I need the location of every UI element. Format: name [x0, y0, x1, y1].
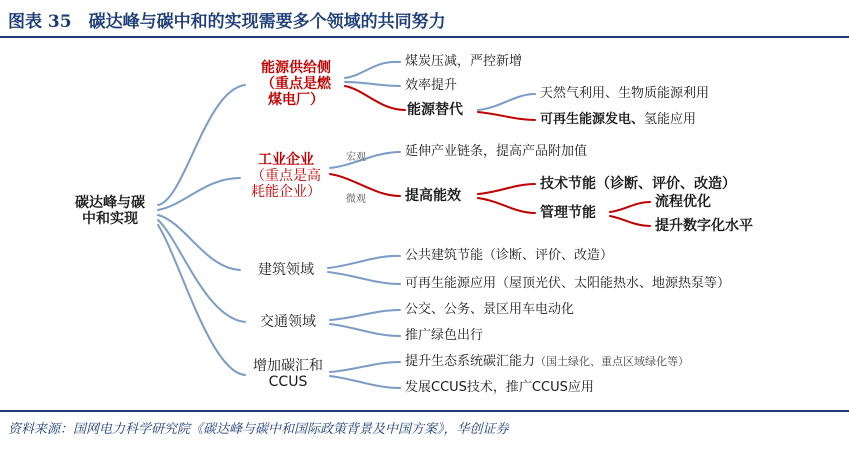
branch-industry-line2: （重点是高	[251, 168, 321, 184]
building-item-public: 公共建筑节能（诊断、评价、改造）	[405, 248, 614, 263]
replace-item-gas: 天然气利用、生物质能源利用	[540, 86, 710, 101]
branch-transport: 交通领域	[260, 314, 316, 330]
carbon-item-eco-text: 提升生态系统碳汇能力	[405, 354, 536, 369]
connector-root-energy	[158, 85, 245, 205]
connector-building-renewable	[328, 272, 400, 284]
branch-energy-line1: 能源供给侧	[261, 60, 331, 76]
connector-manage-flow	[610, 202, 650, 212]
replace-item-renewable-rest: 氢能应用	[644, 112, 697, 127]
root-line2: 中和实现	[82, 211, 138, 227]
connector-energy-coal	[345, 62, 400, 78]
energy-item-replace: 能源替代	[407, 102, 463, 118]
branch-industry-line1: 工业企业	[258, 152, 314, 168]
branch-carbon-line1: 增加碳汇和	[253, 358, 323, 374]
figure-title: 图表 35 碳达峰与碳中和的实现需要多个领域的共同努力	[8, 12, 446, 32]
connector-transport-electric	[330, 310, 400, 320]
replace-item-renewable	[540, 112, 696, 128]
root-line1: 碳达峰与碳	[75, 195, 145, 211]
connector-root-transport	[158, 220, 245, 322]
branch-industry-line3: 耗能企业）	[251, 184, 321, 200]
efficiency-item-tech: 技术节能（诊断、评价、改造）	[540, 176, 736, 192]
source-divider	[0, 410, 849, 412]
source-note: 资料来源：国网电力科学研究院《碳达峰与碳中和国际政策背景及中国方案》，华创证券	[8, 422, 509, 437]
carbon-item-eco-note: （国土绿化、重点区域绿化等）	[535, 355, 690, 368]
connector-replace-gas	[478, 94, 535, 110]
connector-building-public	[328, 256, 400, 268]
connector-transport-green	[330, 324, 400, 336]
branch-energy	[246, 60, 346, 108]
branch-energy-line3: 煤电厂）	[268, 92, 324, 108]
connector-efficiency-tech	[478, 184, 535, 194]
manage-item-digital: 提升数字化水平	[655, 218, 753, 234]
energy-item-efficiency: 效率提升	[405, 78, 458, 93]
replace-item-renewable-bold: 可再生能源发电、	[540, 112, 645, 127]
connector-energy-efficiency	[345, 82, 400, 86]
branch-carbon	[244, 358, 332, 390]
branch-energy-line2: （重点是燃	[261, 76, 331, 92]
branch-carbon-line2: CCUS	[268, 374, 308, 390]
industry-macro-tag: 宏观	[346, 152, 366, 163]
connector-root-carbon	[158, 225, 245, 375]
branch-building: 建筑领域	[258, 262, 314, 278]
carbon-item-ccus: 发展CCUS技术，推广CCUS应用	[405, 380, 594, 395]
connector-carbon-ccus	[330, 376, 400, 388]
connector-manage-digital	[610, 216, 650, 226]
transport-item-electric: 公交、公务、景区用车电动化	[405, 302, 575, 317]
industry-item-chain: 延伸产业链条，提高产品附加值	[405, 144, 588, 159]
industry-micro-tag: 微观	[346, 194, 366, 205]
connector-root-building	[158, 215, 240, 270]
transport-item-green: 推广绿色出行	[405, 328, 484, 343]
efficiency-item-manage: 管理节能	[540, 205, 596, 221]
connector-energy-replace	[345, 86, 405, 110]
carbon-item-eco	[405, 354, 689, 370]
connector-carbon-eco	[330, 362, 400, 372]
connector-replace-renewable	[478, 112, 535, 120]
connector-efficiency-manage	[478, 198, 535, 213]
connector-root-industry	[158, 178, 240, 210]
branch-industry	[240, 152, 332, 200]
energy-item-coal: 煤炭压减，严控新增	[405, 54, 523, 69]
root-node	[62, 195, 158, 227]
building-item-renewable: 可再生能源应用（屋顶光伏、太阳能热水、地源热泵等）	[405, 276, 731, 291]
manage-item-flow: 流程优化	[655, 194, 711, 210]
industry-item-efficiency: 提高能效	[405, 188, 461, 204]
